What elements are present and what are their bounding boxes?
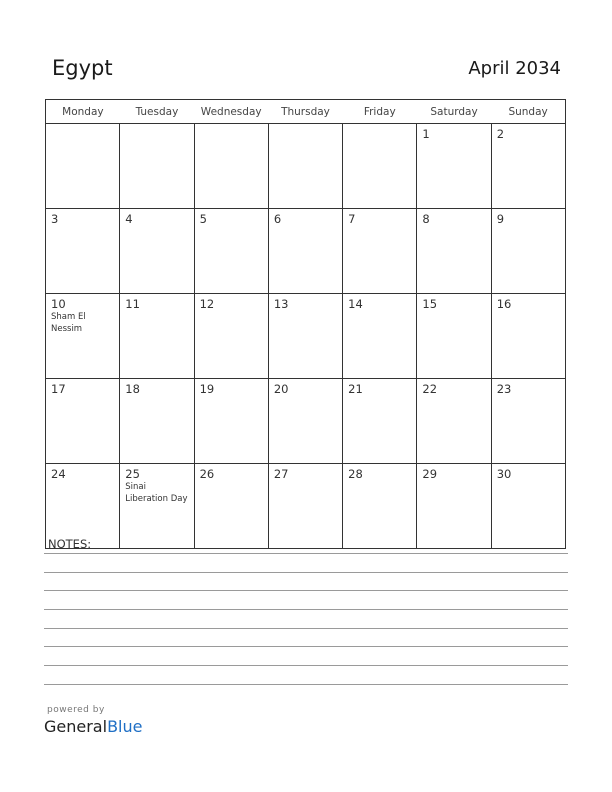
note-line [44, 628, 568, 629]
calendar-grid [45, 99, 566, 549]
holiday-label: Sinai Liberation Day [125, 482, 188, 504]
day-number: 6 [273, 212, 282, 226]
country-title: Egypt [52, 56, 113, 80]
day-number: 11 [125, 297, 140, 311]
day-number: 9 [496, 212, 505, 226]
weekday-header: Monday [46, 100, 120, 124]
calendar-day-cell [417, 294, 491, 379]
calendar-week-row [46, 209, 566, 294]
weekday-header: Sunday [491, 100, 565, 124]
day-number: 3 [51, 212, 59, 226]
weekday-header: Tuesday [120, 100, 194, 124]
day-number: 12 [199, 297, 215, 311]
calendar-day-cell [46, 209, 120, 294]
weekday-header: Thursday [268, 100, 342, 124]
calendar-day-cell [343, 294, 417, 379]
calendar-day-cell [491, 379, 565, 464]
calendar-day-cell [491, 209, 565, 294]
day-number: 7 [348, 212, 356, 226]
calendar-day-cell [194, 464, 268, 549]
weekday-header: Wednesday [194, 100, 268, 124]
calendar-week-row [46, 379, 566, 464]
brand-general: General [44, 717, 108, 736]
holiday-label: Sham El Nessim [51, 312, 86, 334]
calendar-day-cell [417, 124, 491, 209]
day-number: 21 [348, 382, 363, 396]
calendar-body [46, 124, 566, 549]
day-number: 23 [496, 382, 512, 396]
day-number: 13 [273, 297, 289, 311]
calendar-day-cell [343, 124, 417, 209]
powered-by-text: powered by [47, 705, 105, 715]
calendar-day-cell [491, 464, 565, 549]
day-number: 14 [348, 297, 363, 311]
calendar-day-cell [343, 209, 417, 294]
notes-label: NOTES: [48, 537, 92, 551]
calendar-day-cell [343, 379, 417, 464]
calendar-day-cell [417, 209, 491, 294]
note-line [44, 553, 568, 554]
calendar-day-cell [268, 124, 342, 209]
day-number: 18 [125, 382, 140, 396]
calendar-day-cell [120, 209, 194, 294]
day-number: 30 [496, 467, 512, 481]
day-number: 20 [273, 382, 289, 396]
weekday-header: Saturday [417, 100, 491, 124]
calendar-week-row [46, 294, 566, 379]
calendar-day-cell [120, 294, 194, 379]
calendar-day-cell [120, 124, 194, 209]
note-line [44, 684, 568, 685]
calendar-day-cell [491, 124, 565, 209]
note-line [44, 665, 568, 666]
day-number: 15 [422, 297, 438, 311]
calendar-day-cell [268, 379, 342, 464]
calendar-day-cell [46, 379, 120, 464]
day-number: 19 [199, 382, 215, 396]
note-line [44, 572, 568, 573]
brand-blue: Blue [107, 717, 143, 736]
weekday-header-row [46, 100, 566, 124]
calendar-day-cell [120, 379, 194, 464]
day-number: 2 [496, 127, 505, 141]
day-number: 10 [51, 297, 66, 311]
calendar-day-cell [194, 294, 268, 379]
day-number: 8 [422, 212, 430, 226]
day-number: 28 [348, 467, 363, 481]
calendar-day-cell [46, 124, 120, 209]
day-number: 5 [199, 212, 207, 226]
calendar-week-row [46, 464, 566, 549]
month-year-title: April 2034 [468, 58, 561, 79]
day-number: 4 [125, 212, 133, 226]
calendar-day-cell [194, 124, 268, 209]
day-number: 25 [125, 467, 140, 481]
note-line [44, 646, 568, 647]
day-number: 27 [273, 467, 289, 481]
calendar-day-cell [46, 294, 120, 379]
day-number: 24 [51, 467, 66, 481]
calendar-day-cell [491, 294, 565, 379]
day-number: 17 [51, 382, 66, 396]
note-line [44, 590, 568, 591]
calendar-day-cell [268, 209, 342, 294]
calendar-day-cell [120, 464, 194, 549]
calendar-day-cell [46, 464, 120, 549]
note-line [44, 609, 568, 610]
calendar-day-cell [417, 379, 491, 464]
calendar-day-cell [268, 294, 342, 379]
day-number: 29 [422, 467, 438, 481]
calendar-day-cell [343, 464, 417, 549]
day-number: 1 [422, 127, 430, 141]
calendar-day-cell [268, 464, 342, 549]
day-number: 22 [422, 382, 438, 396]
weekday-header: Friday [343, 100, 417, 124]
calendar-day-cell [194, 379, 268, 464]
brand-logo [44, 717, 142, 736]
calendar-week-row [46, 124, 566, 209]
calendar-day-cell [417, 464, 491, 549]
calendar-day-cell [194, 209, 268, 294]
day-number: 16 [496, 297, 512, 311]
day-number: 26 [199, 467, 215, 481]
